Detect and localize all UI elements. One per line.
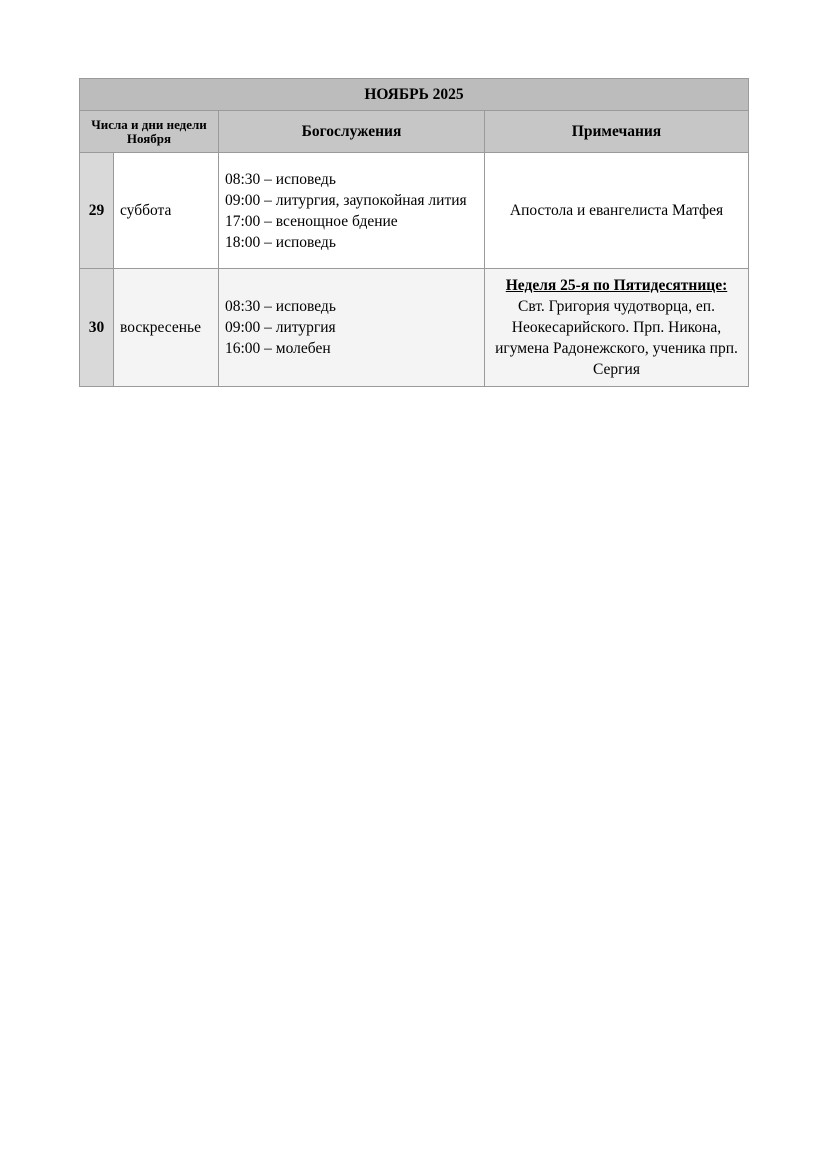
service-item: 16:00 – молебен — [225, 340, 331, 357]
weekday: воскресенье — [114, 269, 219, 387]
header-row — [80, 111, 749, 153]
note-heading: Неделя 25-я по Пятидесятнице: — [505, 277, 728, 294]
note-text: Апостола и евангелиста Матфея — [509, 202, 724, 219]
month-title: НОЯБРЬ 2025 — [80, 79, 749, 111]
notes-cell — [485, 153, 749, 269]
services-cell — [219, 153, 485, 269]
header-services: Богослужения — [219, 111, 485, 153]
header-notes: Примечания — [485, 111, 749, 153]
schedule-table — [79, 78, 749, 387]
table-row — [80, 269, 749, 387]
title-row — [80, 79, 749, 111]
service-item: 17:00 – всенощное бдение — [225, 212, 398, 230]
weekday: суббота — [114, 153, 219, 269]
service-item: 09:00 – литургия, заупокойная лития — [225, 191, 467, 209]
service-item: 08:30 – исповедь — [225, 170, 336, 188]
notes-cell — [485, 269, 749, 387]
header-days: Числа и дни недели Ноября — [80, 111, 219, 153]
service-item: 08:30 – исповедь — [225, 298, 336, 315]
service-item: 09:00 – литургия — [225, 319, 336, 336]
day-number: 30 — [80, 269, 114, 387]
service-item: 18:00 – исповедь — [225, 233, 336, 251]
table-row — [80, 153, 749, 269]
day-number: 29 — [80, 153, 114, 269]
services-cell — [219, 269, 485, 387]
note-text: Свт. Григория чудотворца, еп. Неокесарийского. Прп. Никона, игумена Радонежского, ученика прп. Сергия — [495, 298, 738, 378]
